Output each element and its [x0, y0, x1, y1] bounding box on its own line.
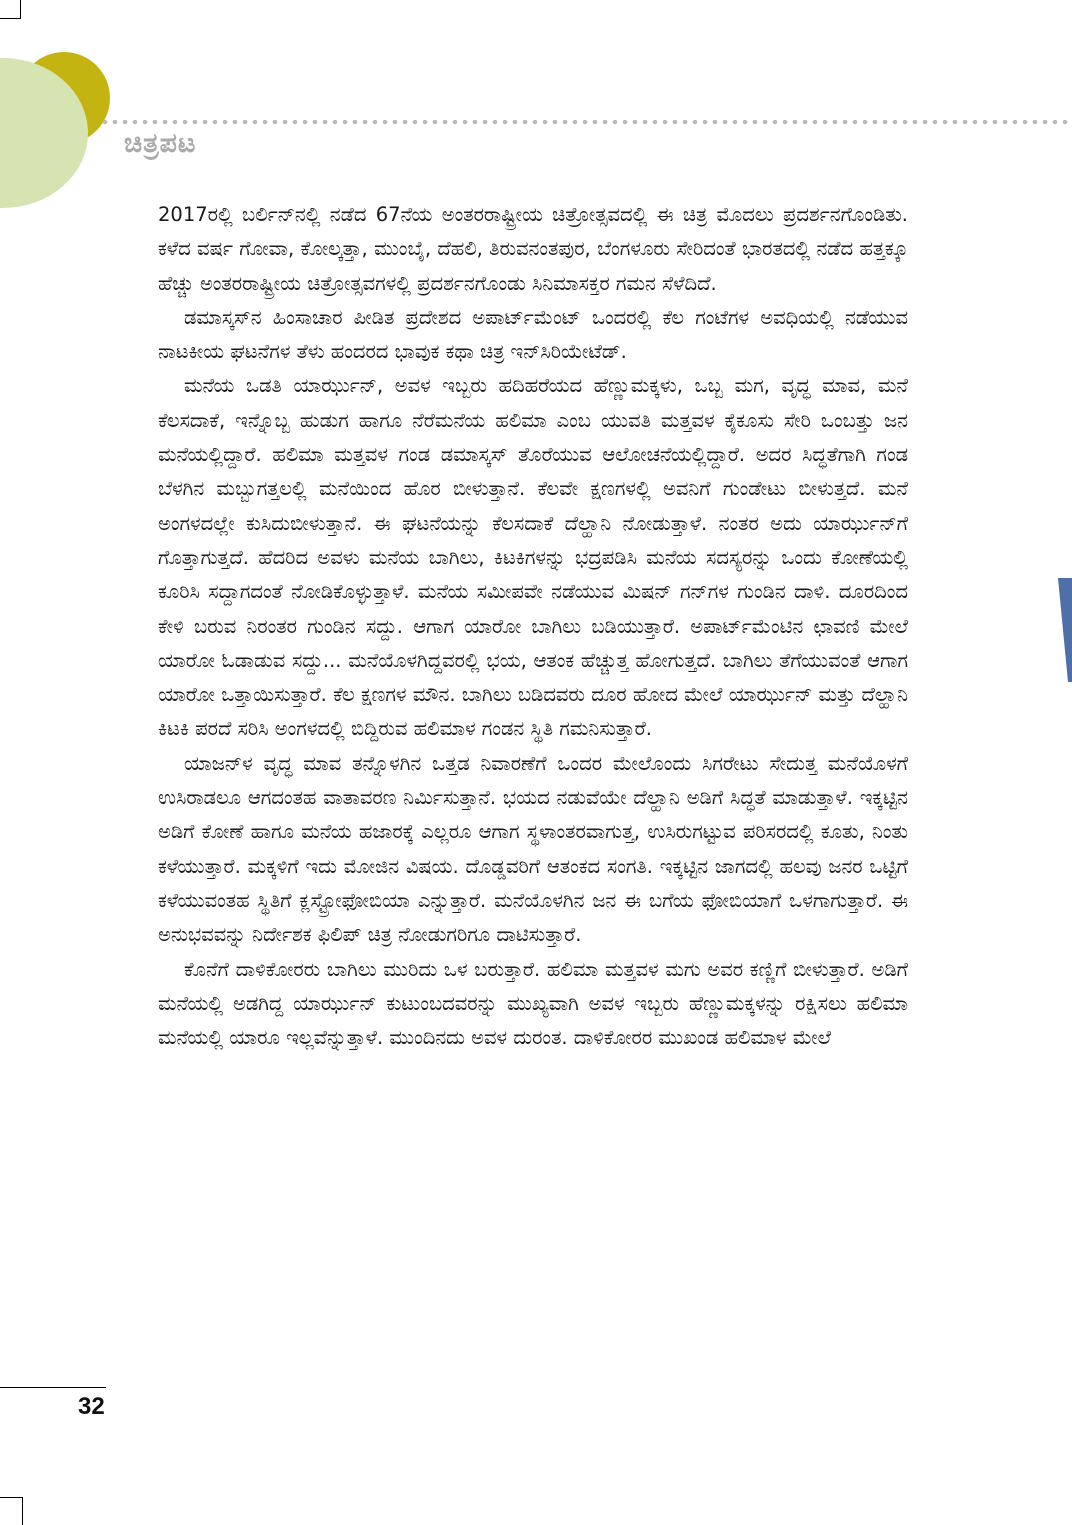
crop-mark-bottom-vertical [22, 1497, 23, 1525]
section-title: ಚಿತ್ರಪಟ [124, 128, 197, 159]
crop-mark-top [0, 18, 20, 19]
article-paragraph: ಡಮಾಸ್ಕಸ್‌ನ ಹಿಂಸಾಚಾರ ಪೀಡಿತ ಪ್ರದೇಶದ ಅಪಾರ್ಟ್‌ಮೆಂಟ್ ಒಂದರಲ್ಲಿ ಕೆಲ ಗಂಟೆಗಳ ಅವಧಿಯಲ್ಲಿ ನಡೆಯುವ ನಾಟಕೀಯ ಘಟನೆಗಳ ತೆಳು ಹಂದರದ ಭಾವುಕ ಕಥಾ ಚಿತ್ರ ಇನ್‌ಸಿರಿಯೇಟೆಡ್. [158, 305, 908, 364]
side-tab-marker [1052, 578, 1072, 682]
article-body [158, 198, 908, 1055]
article-paragraph: ಕೊನೆಗೆ ದಾಳಿಕೋರರು ಬಾಗಿಲು ಮುರಿದು ಒಳ ಬರುತ್ತಾರೆ. ಹಲಿಮಾ ಮತ್ತವಳ ಮಗು ಅವರ ಕಣ್ಣಿಗೆ ಬೀಳುತ್ತಾರೆ. ಅಡಿಗೆ ಮನೆಯಲ್ಲಿ ಅಡಗಿದ್ದ ಯಾರ್ಝುನ್ ಕುಟುಂಬದವರನ್ನು ಮುಖ್ಯವಾಗಿ ಅವಳ ಇಬ್ಬರು ಹೆಣ್ಣುಮಕ್ಕಳನ್ನು ರಕ್ಷಿಸಲು ಹಲಿಮಾ ಮನೆಯಲ್ಲಿ ಯಾರೂ ಇಲ್ಲವೆನ್ನುತ್ತಾಳೆ. ಮುಂದಿನದು ಅವಳ ದುರಂತ. ದಾಳಿಕೋರರ ಮುಖಂಡ ಹಲಿಮಾಳ ಮೇಲೆ [158, 957, 908, 1050]
crop-mark-bottom [0, 1497, 22, 1498]
footer-rule [0, 1387, 106, 1388]
page-number: 32 [78, 1393, 105, 1420]
article-paragraph: 2017ರಲ್ಲಿ ಬರ್ಲಿನ್‌ನಲ್ಲಿ ನಡೆದ 67ನೆಯ ಅಂತರರಾಷ್ಟ್ರೀಯ ಚಿತ್ರೋತ್ಸವದಲ್ಲಿ ಈ ಚಿತ್ರ ಮೊದಲು ಪ್ರದರ್ಶನಗೊಂಡಿತು. ಕಳೆದ ವರ್ಷ ಗೋವಾ, ಕೋಲ್ಕತ್ತಾ, ಮುಂಬೈ, ದೆಹಲಿ, ತಿರುವನಂತಪುರ, ಬೆಂಗಳೂರು ಸೇರಿದಂತೆ ಭಾರತದಲ್ಲಿ ನಡೆದ ಹತ್ತಕ್ಕೂ ಹೆಚ್ಚು ಅಂತರರಾಷ್ಟ್ರೀಯ ಚಿತ್ರೋತ್ಸವಗಳಲ್ಲಿ ಪ್ರದರ್ಶನಗೊಂಡು ಸಿನಿಮಾಸಕ್ತರ ಗಮನ ಸೆಳೆದಿದೆ. [158, 203, 908, 295]
crop-mark-top-vertical [20, 0, 21, 19]
header-dotted-rule [100, 119, 1072, 125]
article-paragraph: ಯಾಜನ್‌ಳ ವೃದ್ಧ ಮಾವ ತನ್ನೊಳಗಿನ ಒತ್ತಡ ನಿವಾರಣೆಗೆ ಒಂದರ ಮೇಲೊಂದು ಸಿಗರೇಟು ಸೇದುತ್ತ ಮನೆಯೊಳಗೆ ಉಸಿರಾಡಲೂ ಆಗದಂತಹ ವಾತಾವರಣ ನಿರ್ಮಿಸುತ್ತಾನೆ. ಭಯದ ನಡುವೆಯೇ ದೆಲ್ಹಾನಿ ಅಡಿಗೆ ಸಿದ್ಧತೆ ಮಾಡುತ್ತಾಳೆ. ಇಕ್ಕಟ್ಟಿನ ಅಡಿಗೆ ಕೋಣೆ ಹಾಗೂ ಮನೆಯ ಹಜಾರಕ್ಕೆ ಎಲ್ಲರೂ ಆಗಾಗ ಸ್ಥಳಾಂತರವಾಗುತ್ತ, ಉಸಿರುಗಟ್ಟುವ ಪರಿಸರದಲ್ಲಿ ಕೂತು, ನಿಂತು ಕಳೆಯುತ್ತಾರೆ. ಮಕ್ಕಳಿಗೆ ಇದು ಮೋಜಿನ ವಿಷಯ. ದೊಡ್ಡವರಿಗೆ ಆತಂಕದ ಸಂಗತಿ. ಇಕ್ಕಟ್ಟಿನ ಜಾಗದಲ್ಲಿ ಹಲವು ಜನರ ಒಟ್ಟಿಗೆ ಕಳೆಯುವಂತಹ ಸ್ಥಿತಿಗೆ ಕ್ಲಸ್ಟ್ರೋಫೋಬಿಯಾ ಎನ್ನುತ್ತಾರೆ. ಮನೆಯೊಳಗಿನ ಜನ ಈ ಬಗೆಯ ಫೋಬಿಯಾಗೆ ಒಳಗಾಗುತ್ತಾರೆ. ಈ ಅನುಭವವನ್ನು ನಿರ್ದೇಶಕ ಫಿಲಿಪ್ ಚಿತ್ರ ನೋಡುಗರಿಗೂ ದಾಟಿಸುತ್ತಾರೆ. [158, 751, 908, 947]
article-paragraph: ಮನೆಯ ಒಡತಿ ಯಾರ್ಝುನ್, ಅವಳ ಇಬ್ಬರು ಹದಿಹರೆಯದ ಹೆಣ್ಣುಮಕ್ಕಳು, ಒಬ್ಬ ಮಗ, ವೃದ್ಧ ಮಾವ, ಮನೆ ಕೆಲಸದಾಕೆ, ಇನ್ನೊಬ್ಬ ಹುಡುಗ ಹಾಗೂ ನೆರೆಮನೆಯ ಹಲಿಮಾ ಎಂಬ ಯುವತಿ ಮತ್ತವಳ ಕೈಕೂಸು ಸೇರಿ ಒಂಬತ್ತು ಜನ ಮನೆಯಲ್ಲಿದ್ದಾರೆ. ಹಲಿಮಾ ಮತ್ತವಳ ಗಂಡ ಡಮಾಸ್ಕಸ್ ತೊರೆಯುವ ಆಲೋಚನೆಯಲ್ಲಿದ್ದಾರೆ. ಅದರ ಸಿದ್ಧತೆಗಾಗಿ ಗಂಡ ಬೆಳಗಿನ ಮಬ್ಬುಗತ್ತಲಲ್ಲಿ ಮನೆಯಿಂದ ಹೊರ ಬೀಳುತ್ತಾನೆ. ಕೆಲವೇ ಕ್ಷಣಗಳಲ್ಲಿ ಅವನಿಗೆ ಗುಂಡೇಟು ಬೀಳುತ್ತದೆ. ಮನೆ ಅಂಗಳದಲ್ಲೇ ಕುಸಿದುಬೀಳುತ್ತಾನೆ. ಈ ಘಟನೆಯನ್ನು ಕೆಲಸದಾಕೆ ದೆಲ್ಹಾನಿ ನೋಡುತ್ತಾಳೆ. ನಂತರ ಅದು ಯಾರ್ಝುನ್‌ಗೆ ಗೊತ್ತಾಗುತ್ತದೆ. ಹೆದರಿದ ಅವಳು ಮನೆಯ ಬಾಗಿಲು, ಕಿಟಕಿಗಳನ್ನು ಭದ್ರಪಡಿಸಿ ಮನೆಯ ಸದಸ್ಯರನ್ನು ಒಂದು ಕೋಣೆಯಲ್ಲಿ ಕೂರಿಸಿ ಸದ್ದಾಗದಂತೆ ನೋಡಿಕೊಳ್ಳುತ್ತಾಳೆ. ಮನೆಯ ಸಮೀಪವೇ ನಡೆಯುವ ಮಿಷನ್ ಗನ್‌ಗಳ ಗುಂಡಿನ ದಾಳಿ. ದೂರದಿಂದ ಕೇಳಿ ಬರುವ ನಿರಂತರ ಗುಂಡಿನ ಸದ್ದು. ಆಗಾಗ ಯಾರೋ ಬಾಗಿಲು ಬಡಿಯುತ್ತಾರೆ. ಅಪಾರ್ಟ್‌ಮೆಂಟಿನ ಛಾವಣಿ ಮೇಲೆ ಯಾರೋ ಓಡಾಡುವ ಸದ್ದು... ಮನೆಯೊಳಗಿದ್ದವರಲ್ಲಿ ಭಯ, ಆತಂಕ ಹೆಚ್ಚುತ್ತ ಹೋಗುತ್ತದೆ. ಬಾಗಿಲು ತೆಗೆಯುವಂತೆ ಆಗಾಗ ಯಾರೋ ಒತ್ತಾಯಿಸುತ್ತಾರೆ. ಕೆಲ ಕ್ಷಣಗಳ ಮೌನ. ಬಾಗಿಲು ಬಡಿದವರು ದೂರ ಹೋದ ಮೇಲೆ ಯಾರ್ಝುನ್ ಮತ್ತು ದೆಲ್ಹಾನಿ ಕಿಟಕಿ ಪರದೆ ಸರಿಸಿ ಅಂಗಳದಲ್ಲಿ ಬಿದ್ದಿರುವ ಹಲಿಮಾಳ ಗಂಡನ ಸ್ಥಿತಿ ಗಮನಿಸುತ್ತಾರೆ. [158, 374, 908, 741]
